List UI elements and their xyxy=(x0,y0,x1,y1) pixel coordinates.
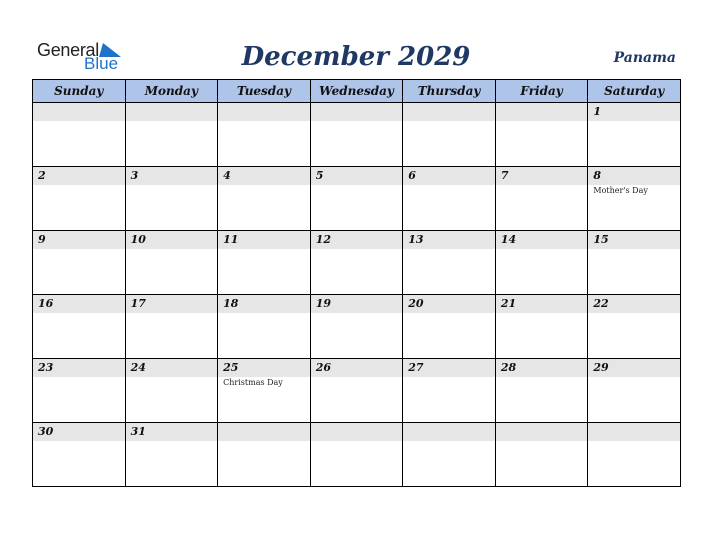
day-number: 27 xyxy=(408,361,424,374)
day-number-strip xyxy=(588,423,680,441)
day-number-strip xyxy=(218,295,310,313)
weekday-header: Tuesday xyxy=(218,80,311,103)
day-number-strip xyxy=(588,359,680,377)
day-number: 19 xyxy=(315,297,331,310)
day-cell xyxy=(495,103,588,167)
day-number-strip xyxy=(126,167,218,185)
day-cell xyxy=(310,295,403,359)
day-number: 9 xyxy=(38,233,46,246)
day-number: 25 xyxy=(223,361,239,374)
day-cell xyxy=(403,295,496,359)
country-label: Panama xyxy=(613,50,676,66)
day-number: 7 xyxy=(500,169,509,182)
day-number-strip xyxy=(126,231,218,249)
day-cell xyxy=(403,167,496,231)
day-number-strip xyxy=(588,167,680,185)
weekday-header: Sunday xyxy=(33,80,126,103)
day-cell xyxy=(218,295,311,359)
day-number: 30 xyxy=(38,425,54,438)
logo-general-text: General xyxy=(37,40,99,60)
day-cell xyxy=(33,359,126,423)
week-row xyxy=(33,103,681,167)
day-number-strip xyxy=(126,423,218,441)
day-cell xyxy=(33,167,126,231)
day-cell xyxy=(125,359,218,423)
day-cell xyxy=(218,167,311,231)
day-number-strip xyxy=(496,103,588,121)
day-number-strip xyxy=(403,295,495,313)
day-cell xyxy=(125,231,218,295)
calendar-title: December 2029 xyxy=(241,42,471,72)
day-cell xyxy=(125,103,218,167)
day-number: 3 xyxy=(130,169,139,182)
day-number-strip xyxy=(588,103,680,121)
day-number-strip xyxy=(496,295,588,313)
day-cell xyxy=(310,103,403,167)
weekday-header-row xyxy=(33,80,681,103)
day-number: 2 xyxy=(38,169,46,182)
day-number-strip xyxy=(496,167,588,185)
day-number: 8 xyxy=(593,169,602,182)
day-cell xyxy=(495,295,588,359)
day-cell xyxy=(125,167,218,231)
calendar-grid xyxy=(32,79,681,487)
day-cell xyxy=(218,231,311,295)
day-number-strip xyxy=(126,103,218,121)
day-cell xyxy=(33,103,126,167)
day-cell xyxy=(33,423,126,487)
day-number-strip xyxy=(588,295,680,313)
day-number-strip xyxy=(311,295,403,313)
day-number-strip xyxy=(126,295,218,313)
day-number: 18 xyxy=(223,297,239,310)
day-number-strip xyxy=(126,359,218,377)
day-number: 5 xyxy=(315,169,324,182)
day-number-strip xyxy=(33,231,125,249)
day-number: 11 xyxy=(223,233,239,246)
day-number-strip xyxy=(403,231,495,249)
weekday-header: Thursday xyxy=(403,80,496,103)
day-number-strip xyxy=(311,423,403,441)
day-number: 1 xyxy=(593,105,602,118)
week-row xyxy=(33,359,681,423)
week-row xyxy=(33,231,681,295)
day-cell xyxy=(495,231,588,295)
day-number-strip xyxy=(33,167,125,185)
day-cell xyxy=(588,359,681,423)
day-number-strip xyxy=(496,423,588,441)
day-cell xyxy=(33,295,126,359)
day-number: 23 xyxy=(38,361,54,374)
day-cell xyxy=(495,359,588,423)
day-cell xyxy=(310,423,403,487)
day-number-strip xyxy=(311,359,403,377)
day-cell xyxy=(218,423,311,487)
day-cell xyxy=(403,359,496,423)
day-number-strip xyxy=(496,359,588,377)
holiday-label: Mother's Day xyxy=(593,186,648,195)
day-number: 28 xyxy=(500,361,517,374)
day-number: 26 xyxy=(315,361,331,374)
weekday-header: Monday xyxy=(125,80,218,103)
day-number-strip xyxy=(218,231,310,249)
day-cell xyxy=(125,295,218,359)
holiday-label: Christmas Day xyxy=(223,378,283,387)
day-number: 16 xyxy=(38,297,54,310)
day-cell xyxy=(125,423,218,487)
weekday-header: Friday xyxy=(495,80,588,103)
day-number-strip xyxy=(588,231,680,249)
day-number: 21 xyxy=(500,297,517,310)
day-number-strip xyxy=(33,295,125,313)
day-number: 15 xyxy=(593,233,609,246)
day-number-strip xyxy=(311,103,403,121)
day-number-strip xyxy=(403,167,495,185)
day-number-strip xyxy=(311,231,403,249)
day-number: 13 xyxy=(408,233,424,246)
day-cell xyxy=(588,295,681,359)
day-number-strip xyxy=(496,231,588,249)
day-cell xyxy=(403,103,496,167)
day-cell xyxy=(218,359,311,423)
week-row xyxy=(33,295,681,359)
day-cell xyxy=(588,423,681,487)
day-number-strip xyxy=(33,423,125,441)
day-cell xyxy=(588,103,681,167)
day-number: 6 xyxy=(408,169,416,182)
day-number: 4 xyxy=(223,169,231,182)
day-number-strip xyxy=(218,423,310,441)
logo-blue-text: Blue xyxy=(84,54,119,73)
day-cell xyxy=(403,231,496,295)
day-number-strip xyxy=(33,359,125,377)
day-number-strip xyxy=(218,103,310,121)
day-number-strip xyxy=(218,167,310,185)
day-cell xyxy=(310,359,403,423)
day-number: 12 xyxy=(315,233,331,246)
day-number-strip xyxy=(403,103,495,121)
day-cell xyxy=(33,231,126,295)
day-number-strip xyxy=(218,359,310,377)
week-row xyxy=(33,167,681,231)
day-number-strip xyxy=(403,423,495,441)
day-number: 14 xyxy=(500,233,517,246)
day-cell xyxy=(403,423,496,487)
day-number-strip xyxy=(403,359,495,377)
day-cell xyxy=(310,231,403,295)
day-cell xyxy=(495,423,588,487)
day-cell xyxy=(310,167,403,231)
day-number: 24 xyxy=(130,361,146,374)
day-number: 20 xyxy=(408,297,424,310)
weekday-header: Saturday xyxy=(588,80,681,103)
day-cell xyxy=(495,167,588,231)
day-number: 29 xyxy=(593,361,609,374)
day-number: 22 xyxy=(593,297,609,310)
weekday-header: Wednesday xyxy=(310,80,403,103)
week-row xyxy=(33,423,681,487)
day-cell xyxy=(588,167,681,231)
day-cell xyxy=(218,103,311,167)
day-number: 10 xyxy=(130,233,146,246)
day-cell xyxy=(588,231,681,295)
day-number-strip xyxy=(33,103,125,121)
day-number-strip xyxy=(311,167,403,185)
day-number: 17 xyxy=(130,297,146,310)
day-number: 31 xyxy=(130,425,146,438)
